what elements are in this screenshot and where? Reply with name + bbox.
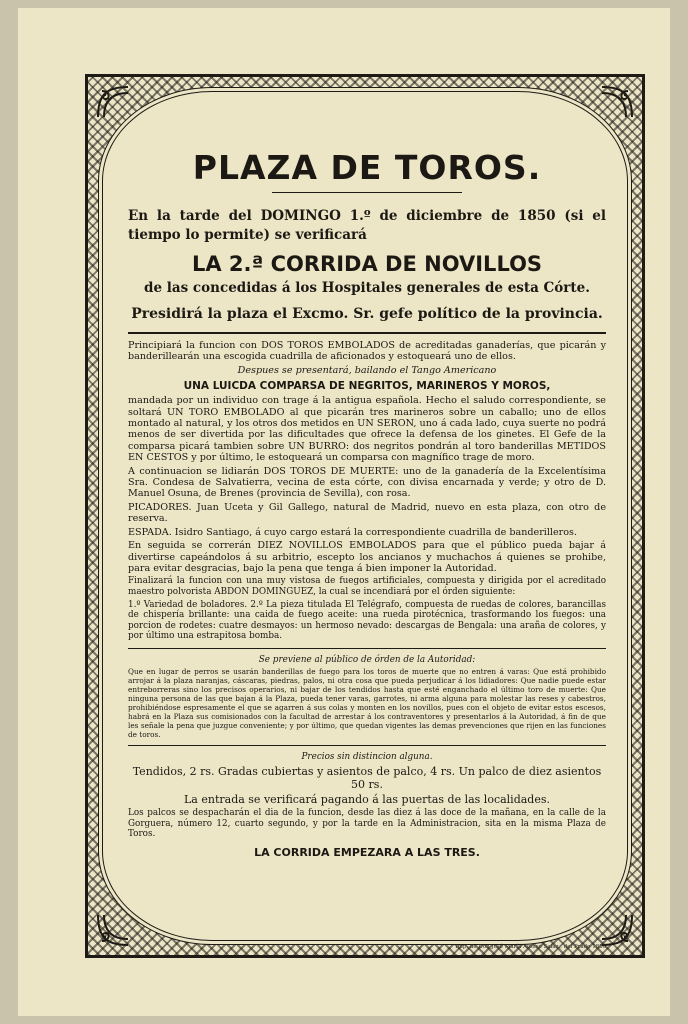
- corner-ornament-icon: [96, 913, 130, 947]
- headline: LA 2.ª CORRIDA DE NOVILLOS: [191, 252, 543, 276]
- poster-title: PLAZA DE TOROS.: [192, 148, 542, 187]
- paragraph-comparsa: mandada por un individuo con trage á la antigua española. Hecho el saludo correspondiente, se soltará UN TORO EMBOLADO al que picarán tres marineros sobre un caballo; uno de ellos montado al natural, y los otros dos metidos en UN SERON, uno á cada lado, cuya suerte no podrá menos de ser divertida por las dificultades que ofrece la defensa de los ginetes. El Gefe de la comparsa picará tambien sobre UN BURRO: dos negritos pondrán al toro banderillas METIDOS EN CESTOS y por último, le estoqueará un comparsa con magnífico trage de moro.: [128, 395, 606, 464]
- prices-line: Tendidos, 2 rs. Gradas cubiertas y asientos de palco, 4 rs. Un palco de diez asientos 50 rs.: [132, 765, 602, 792]
- paragraph-bulls: A continuacion se lidiarán DOS TOROS DE MUERTE: uno de la ganadería de la Excelentísima Sra. Condesa de Salvatierra, vecina de esta córte, con divisa encarnada y verde; y otro de D. Manuel Osuna, de Brenes (provincia de Sevilla), con rosa.: [128, 465, 606, 500]
- poster-content: [128, 148, 606, 908]
- subtitle: de las concedidas á los Hospitales generales de esta Córte.: [144, 280, 590, 296]
- paragraph-espada: ESPADA. Isidro Santiago, á cuyo cargo estará la correspondiente cuadrilla de banderilleros.: [128, 526, 578, 538]
- divider: [128, 648, 606, 649]
- start-time: LA CORRIDA EMPEZARA A LAS TRES.: [254, 845, 480, 859]
- corner-ornament-icon: [600, 913, 634, 947]
- corner-ornament-icon: [600, 85, 634, 119]
- title-rule: [272, 192, 462, 193]
- comparsa-heading: UNA LUICDA COMPARSA DE NEGRITOS, MARINEROS Y MOROS,: [183, 380, 551, 393]
- notice-heading: Se previene al público de órden de la Autoridad:: [258, 654, 476, 665]
- prices-heading: Precios sin distincion alguna.: [301, 752, 433, 763]
- notice-text: Que en lugar de perros se usarán banderillas de fuego para los toros de muerte que no entren á varas: Que está prohibido arrojar á la plaza naranjas, cáscaras, piedras, palos, ni otra cosa que pueda perjudicar á los lidiadores: Que nadie puede estar entreborreras sino los precisos operarios, ni bajar de los tendidos hasta que esté enganchado el último toro de muerte: Que ninguna persona de las que bajan á la Plaza, pueda tener varas, garrotes, ni arma alguna para molestar las reses y cabestros, prohibiéndose espresamente el que se agarren á sus colas y monten en los novillos, pues con el objeto de evitar estos escesos, habrá en la Plaza sus comisionados con la facultad de arrestar á los contraventores y presentarlos á la Autoridad, á fin de que les señale la pena que juzgue conveniente; y por último, que quedan vigentes las demas prevenciones que rijen en las funciones de toros.: [128, 667, 606, 740]
- presides-line: Presidirá la plaza el Excmo. Sr. gefe político de la provincia.: [131, 306, 603, 322]
- paragraph-fireworks-order: 1.º Variedad de boladores. 2.º La pieza titulada El Telégrafo, compuesta de ruedas de colores, barancillas de chispería brillante: una caida de fuego aceite: una rueda pirotécnica, trasformando los fuegos: una porcion de rodetes: cuatre desmayos: un hermoso nevado: descargas de Bengala: una araña de colores, y por último una estrapitosa bomba.: [128, 599, 606, 642]
- corner-ornament-icon: [96, 85, 130, 119]
- boxes-text: Los palcos se despacharán el dia de la funcion, desde las diez á las doce de la mañana, en la calle de la Gorguera, número 12, cuarto segundo, y por la tarde en la Administracion, sita en la misma Plaza de Toros.: [128, 808, 606, 840]
- poster-sheet: [18, 8, 670, 1016]
- divider: [128, 745, 606, 746]
- paragraph-tango: Despues se presentará, bailando el Tango Americano: [237, 364, 497, 376]
- paragraph-opening: Principiará la funcion con DOS TOROS EMBOLADOS de acreditadas ganaderías, que picarán y banderillearán una escogida cuadrilla de aficionados y estoqueará uno de ellos.: [128, 340, 606, 363]
- entrance-line: La entrada se verificará pagando á las puertas de las localidades.: [184, 793, 550, 807]
- paragraph-novillos: En seguida se correrán DIEZ NOVILLOS EMBOLADOS para que el público pueda bajar á divertirse capeándolos á su arbitrio, escepto los ancianos y muchachos á quienes se prohibe, para evitar desgracias, bajo la pena que tenga á bien imponer la Autoridad.: [128, 540, 606, 574]
- intro-text: En la tarde del DOMINGO 1.º de diciembre de 1850 (si el tiempo lo permite) se verificará: [128, 208, 606, 243]
- paragraph-picadores: PICADORES. Juan Uceta y Gil Gallego, natural de Madrid, nuevo en esta plaza, con otro de reserva.: [128, 501, 606, 525]
- divider: [128, 332, 606, 334]
- paragraph-fireworks: Finalizará la funcion con una muy vistosa de fuegos artificiales, compuesta y dirigida por el acreditado maestro polvorista ABDON DOMINGUEZ, la cual se incendiará por el órden siguiente:: [128, 576, 606, 597]
- printer-imprint: Imp. de Don José María Alonso Salaz., del Prado 1850.: [455, 944, 608, 950]
